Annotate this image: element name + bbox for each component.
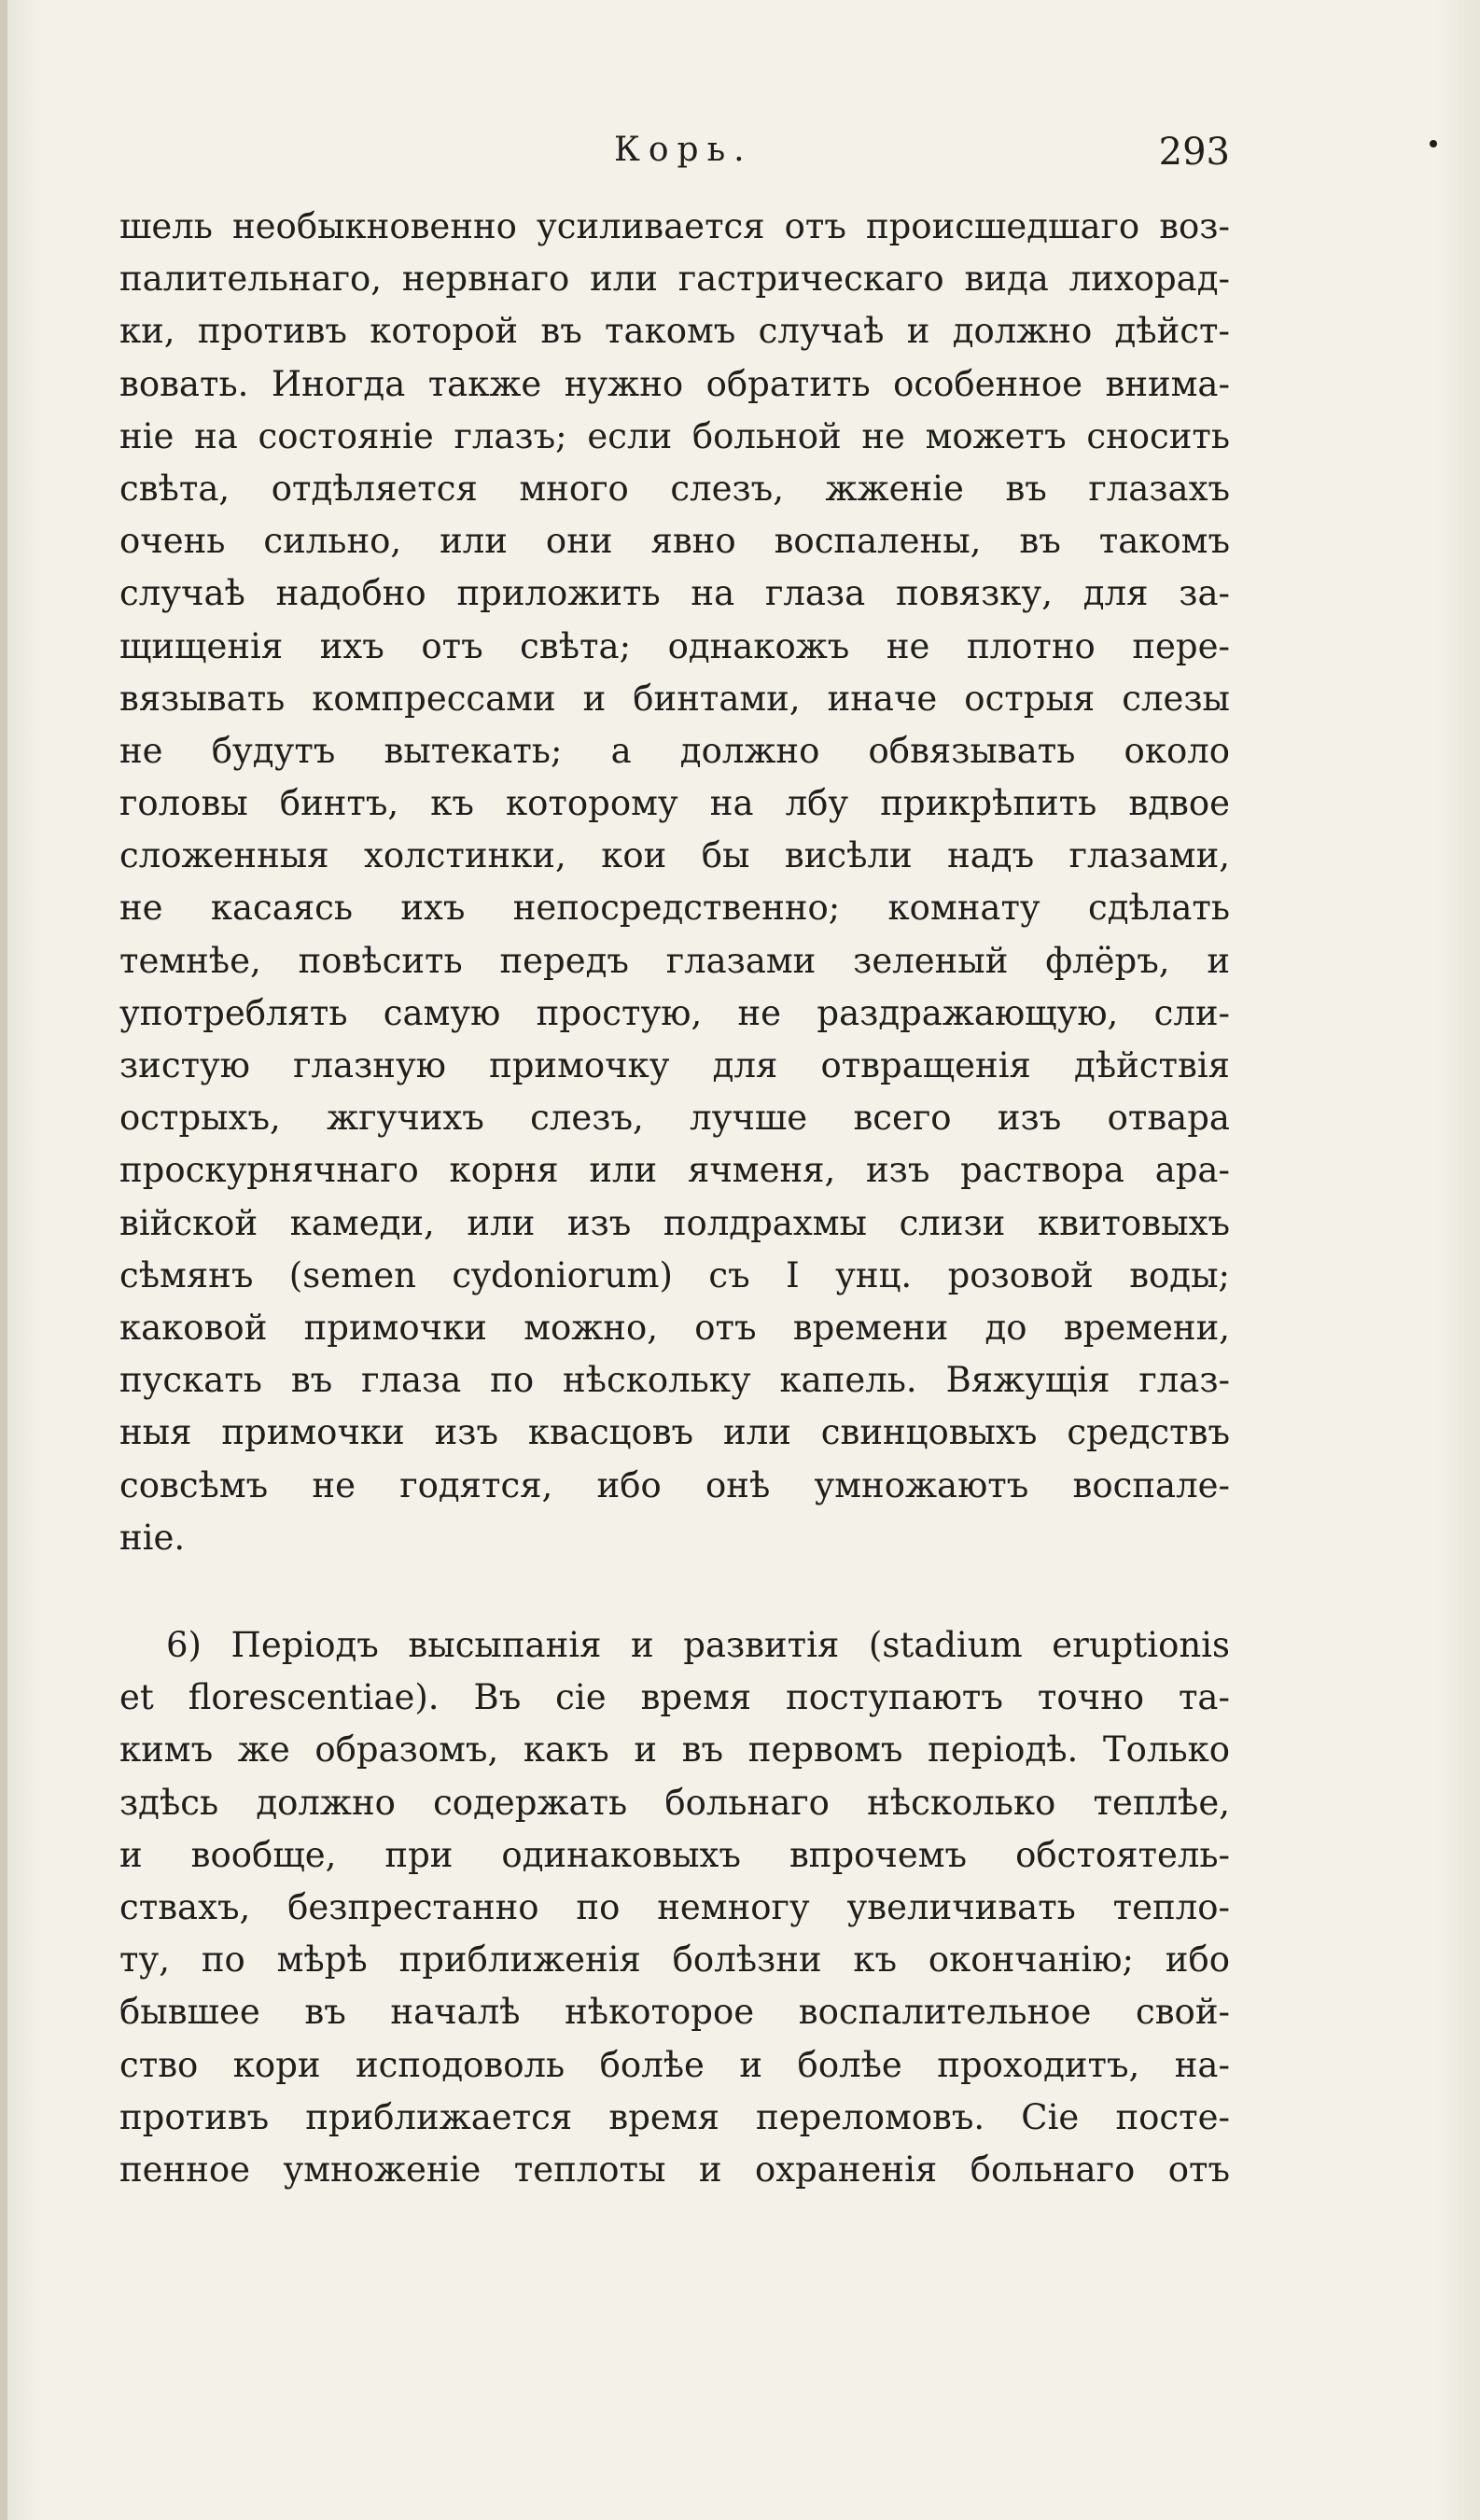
page-number: 293 <box>1158 131 1230 174</box>
text-line: вовать. Иногда также нужно обратить особенное внима- <box>119 363 1230 404</box>
page-edge <box>0 0 7 2520</box>
running-head: Корь. <box>614 131 753 169</box>
text-line: совсѣмъ не годятся, ибо онѣ умножаютъ воспале- <box>119 1464 1230 1505</box>
text-line: свѣта, отдѣляется много слезъ, жженіе въ глазахъ <box>119 468 1230 509</box>
text-line: війской камеди, или изъ полдрахмы слизи квитовыхъ <box>119 1202 1230 1243</box>
paragraph-2 <box>119 1619 1230 2196</box>
text-line: головы бинтъ, къ которому на лбу прикрѣпить вдвое <box>119 783 1230 824</box>
text-line: палительнаго, нервнаго или гастрическаго вида лихорад- <box>119 259 1230 300</box>
text-line: пускать въ глаза по нѣскольку капель. Вяжущія глаз- <box>119 1360 1230 1401</box>
text-line: очень сильно, или они явно воспалены, въ такомъ <box>119 521 1230 562</box>
text-line: не будутъ вытекать; а должно обвязывать около <box>119 730 1230 771</box>
text-line: случаѣ надобно приложить на глаза повязку, для за- <box>119 573 1230 614</box>
text-line: кимъ же образомъ, какъ и въ первомъ періодѣ. Только <box>119 1729 1230 1771</box>
text-line: вязывать компрессами и бинтами, иначе острыя слезы <box>119 678 1230 719</box>
paragraph-1 <box>119 201 1230 1564</box>
text-line: каковой примочки можно, отъ времени до времени, <box>119 1307 1230 1348</box>
text-line: ки, противъ которой въ такомъ случаѣ и должно дѣйст- <box>119 311 1230 352</box>
text-line: ствахъ, безпрестанно по немногу увеличивать тепло- <box>119 1886 1230 1927</box>
text-line: проскурнячнаго корня или ячменя, изъ раствора ара- <box>119 1150 1230 1191</box>
text-line: не касаясь ихъ непосредственно; комнату сдѣлать <box>119 888 1230 929</box>
margin-dot <box>1430 140 1437 147</box>
text-line: щищенія ихъ отъ свѣта; однакожъ не плотно пере- <box>119 625 1230 666</box>
text-line: и вообще, при одинаковыхъ впрочемъ обстоятель- <box>119 1834 1230 1875</box>
text-line: ніе. <box>119 1517 186 1558</box>
page-header <box>119 131 1230 187</box>
text-line: ту, по мѣрѣ приближенія болѣзни къ окончанію; ибо <box>119 1939 1230 1981</box>
text-line: здѣсь должно содержать больнаго нѣсколько теплѣе, <box>119 1782 1230 1823</box>
text-line: противъ приближается время переломовъ. Сіе посте- <box>119 2096 1230 2137</box>
text-line: пенное умноженіе теплоты и охраненія больнаго отъ <box>119 2149 1230 2190</box>
text-line: темнѣе, повѣсить передъ глазами зеленый флёръ, и <box>119 940 1230 981</box>
text-line: et florescentiae). Въ сіе время поступаютъ точно та- <box>119 1677 1230 1718</box>
text-line: острыхъ, жгучихъ слезъ, лучше всего изъ отвара <box>119 1098 1230 1139</box>
text-line: ныя примочки изъ квасцовъ или свинцовыхъ средствъ <box>119 1412 1230 1453</box>
text-line: 6) Періодъ высыпанія и развитія (stadium eruptionis <box>166 1625 1230 1665</box>
text-line: шель необыкновенно усиливается отъ происшедшаго воз- <box>119 206 1230 246</box>
text-line: ніе на состояніе глазъ; если больной не можетъ сносить <box>119 415 1230 456</box>
text-line: ство кори исподоволь болѣе и болѣе проходитъ, на- <box>119 2044 1230 2085</box>
text-line: сложенныя холстинки, кои бы висѣли надъ глазами, <box>119 835 1230 876</box>
text-line: употреблять самую простую, не раздражающую, сли- <box>119 992 1230 1033</box>
text-line: бывшее въ началѣ нѣкоторое воспалительное свой- <box>119 1992 1230 2033</box>
text-line: зистую глазную примочку для отвращенія дѣйствія <box>119 1045 1230 1085</box>
text-line: сѣмянъ (semen cydoniorum) съ I унц. розовой воды; <box>119 1254 1230 1295</box>
